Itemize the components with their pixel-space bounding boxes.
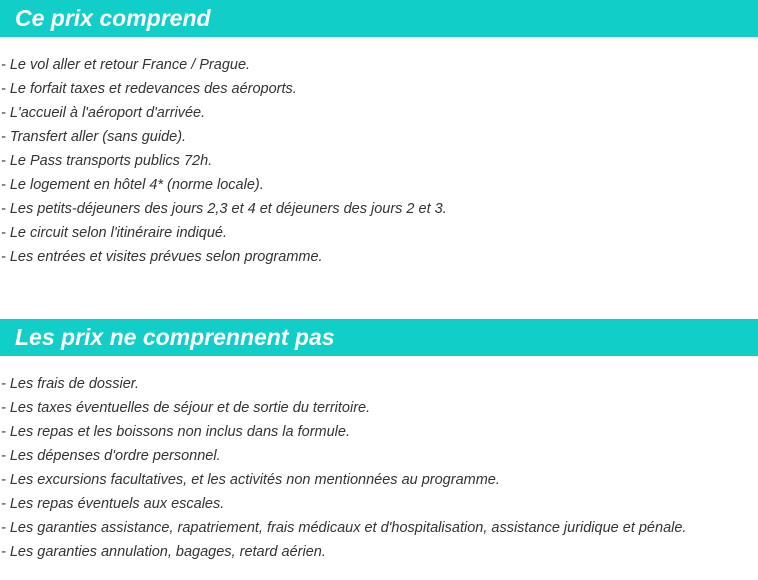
includes-list-item: - Le Pass transports publics 72h. bbox=[1, 153, 213, 169]
excludes-list-item: - Les taxes éventuelles de séjour et de sortie du territoire. bbox=[1, 400, 371, 416]
includes-list-item: - Le circuit selon l'itinéraire indiqué. bbox=[1, 225, 228, 241]
excludes-list bbox=[0, 372, 758, 564]
excludes-list-item: - Les repas et les boissons non inclus dans la formule. bbox=[1, 424, 350, 440]
excludes-list-item: - Les garanties assistance, rapatriement, frais médicaux et d'hospitalisation, assistance juridique et pénale. bbox=[1, 520, 687, 536]
excludes-section-title: Les prix ne comprennent pas bbox=[0, 319, 758, 356]
excludes-list-item: - Les repas éventuels aux escales. bbox=[1, 496, 225, 512]
includes-list-item: - Le logement en hôtel 4* (norme locale). bbox=[1, 177, 264, 193]
includes-list-item: - Transfert aller (sans guide). bbox=[1, 129, 187, 145]
includes-list-item: - Les entrées et visites prévues selon programme. bbox=[1, 249, 323, 265]
excludes-list-item: - Les garanties annulation, bagages, retard aérien. bbox=[1, 544, 326, 560]
includes-list-item: - L'accueil à l'aéroport d'arrivée. bbox=[1, 105, 206, 121]
excludes-list-item: - Les dépenses d'ordre personnel. bbox=[1, 448, 221, 464]
includes-list-item: - Le forfait taxes et redevances des aéroports. bbox=[1, 81, 297, 97]
includes-list-item: - Les petits-déjeuners des jours 2,3 et 4 et déjeuners des jours 2 et 3. bbox=[1, 201, 447, 217]
excludes-list-item: - Les frais de dossier. bbox=[1, 376, 140, 392]
includes-list-item: - Le vol aller et retour France / Prague. bbox=[1, 57, 251, 73]
includes-list bbox=[0, 53, 758, 269]
excludes-list-item: - Les excursions facultatives, et les activités non mentionnées au programme. bbox=[1, 472, 500, 488]
includes-section-title: Ce prix comprend bbox=[0, 0, 758, 37]
